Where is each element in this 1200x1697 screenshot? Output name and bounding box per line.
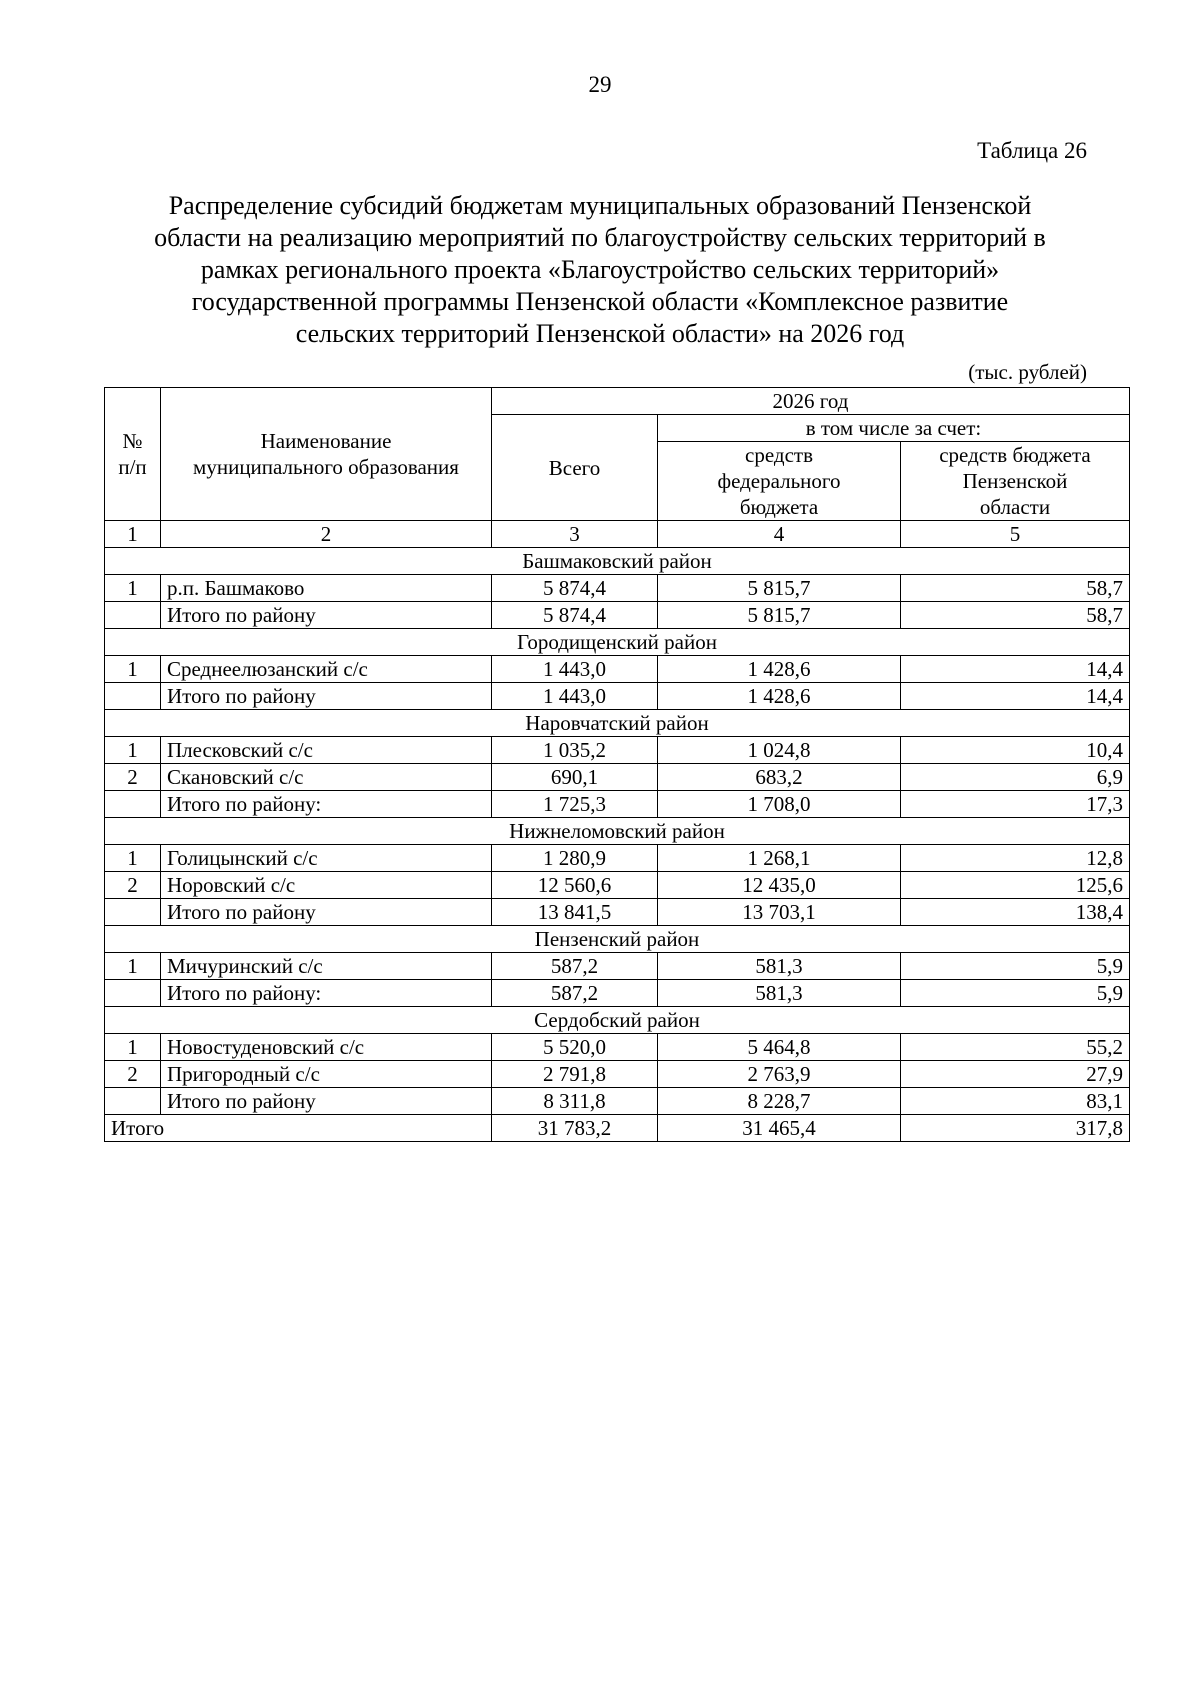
- federal-value: 683,2: [658, 764, 901, 791]
- district-name: Наровчатский район: [105, 710, 1130, 737]
- federal-value: 581,3: [658, 980, 901, 1007]
- grand-total-row: [105, 1115, 1130, 1142]
- district-name: Городищенский район: [105, 629, 1130, 656]
- municipality-name: Сканoвский с/с: [161, 764, 492, 791]
- table-row: [105, 737, 1130, 764]
- row-number: [105, 1088, 161, 1115]
- regional-value: 6,9: [901, 764, 1130, 791]
- municipality-name: Итого по району: [161, 899, 492, 926]
- regional-value: 17,3: [901, 791, 1130, 818]
- total-value: 587,2: [492, 980, 658, 1007]
- district-subtotal-row: [105, 602, 1130, 629]
- total-value: 1 035,2: [492, 737, 658, 764]
- header-name-line2: муниципального образования: [193, 455, 459, 479]
- table-label: Таблица 26: [977, 138, 1087, 163]
- district-header-row: [105, 1007, 1130, 1034]
- row-number: [105, 602, 161, 629]
- document-title: [100, 190, 1100, 350]
- header-regional: [901, 442, 1130, 521]
- grand-total-total: 31 783,2: [492, 1115, 658, 1142]
- district-subtotal-row: [105, 1088, 1130, 1115]
- grand-total-federal: 31 465,4: [658, 1115, 901, 1142]
- title-line: области на реализацию мероприятий по благоустройству сельских территорий в: [154, 223, 1046, 252]
- header-regional-line3: области: [979, 495, 1051, 519]
- title-line: государственной программы Пензенской области «Комплексное развитие: [191, 287, 1009, 316]
- district-name: Башмаковский район: [105, 548, 1130, 575]
- municipality-name: Итого по району:: [161, 980, 492, 1007]
- row-number: [105, 683, 161, 710]
- row-number: 1: [105, 953, 161, 980]
- total-value: 12 560,6: [492, 872, 658, 899]
- row-number: 2: [105, 764, 161, 791]
- total-value: 690,1: [492, 764, 658, 791]
- municipality-name: Итого по району: [161, 1088, 492, 1115]
- header-num: [105, 388, 161, 521]
- title-line: сельских территорий Пензенской области» на 2026 год: [295, 319, 905, 348]
- district-name: Нижнеломовский район: [105, 818, 1130, 845]
- header-including: в том числе за счет:: [658, 415, 1130, 442]
- table-row: [105, 1034, 1130, 1061]
- total-value: 2 791,8: [492, 1061, 658, 1088]
- district-header-row: [105, 818, 1130, 845]
- header-federal-line1: средств: [745, 443, 813, 467]
- regional-value: 58,7: [901, 575, 1130, 602]
- district-subtotal-row: [105, 980, 1130, 1007]
- municipality-name: Итого по району: [161, 602, 492, 629]
- title-line: рамках регионального проекта «Благоустройство сельских территорий»: [200, 255, 1000, 284]
- district-header-row: [105, 710, 1130, 737]
- regional-value: 27,9: [901, 1061, 1130, 1088]
- federal-value: 1 268,1: [658, 845, 901, 872]
- regional-value: 10,4: [901, 737, 1130, 764]
- municipality-name: Пригородный с/с: [161, 1061, 492, 1088]
- table-row: [105, 575, 1130, 602]
- total-value: 5 874,4: [492, 575, 658, 602]
- header-regional-line1: средств бюджета: [939, 443, 1091, 467]
- header-federal-line3: бюджета: [739, 495, 819, 519]
- district-header-row: [105, 548, 1130, 575]
- header-num-line2: п/п: [118, 455, 147, 479]
- regional-value: 5,9: [901, 980, 1130, 1007]
- federal-value: 5 464,8: [658, 1034, 901, 1061]
- header-num-line1: №: [122, 429, 143, 453]
- federal-value: 1 428,6: [658, 683, 901, 710]
- district-name: Пензенский район: [105, 926, 1130, 953]
- total-value: 587,2: [492, 953, 658, 980]
- regional-value: 83,1: [901, 1088, 1130, 1115]
- col-number: 2: [161, 521, 492, 548]
- subsidy-table: [104, 387, 1130, 1142]
- table-body: [105, 548, 1130, 1115]
- municipality-name: р.п. Башмаково: [161, 575, 492, 602]
- municipality-name: Итого по району: [161, 683, 492, 710]
- municipality-name: Новостуденовский с/с: [161, 1034, 492, 1061]
- federal-value: 8 228,7: [658, 1088, 901, 1115]
- table-row: [105, 656, 1130, 683]
- federal-value: 581,3: [658, 953, 901, 980]
- regional-value: 125,6: [901, 872, 1130, 899]
- regional-value: 138,4: [901, 899, 1130, 926]
- regional-value: 12,8: [901, 845, 1130, 872]
- row-number: 1: [105, 575, 161, 602]
- municipality-name: Среднеелюзанский с/с: [161, 656, 492, 683]
- regional-value: 58,7: [901, 602, 1130, 629]
- page-number: 29: [588, 72, 612, 97]
- district-header-row: [105, 926, 1130, 953]
- row-number: 1: [105, 737, 161, 764]
- header-year: 2026 год: [492, 388, 1130, 415]
- grand-total-regional: 317,8: [901, 1115, 1130, 1142]
- municipality-name: Мичуринский с/с: [161, 953, 492, 980]
- municipality-name: Голицынский с/с: [161, 845, 492, 872]
- total-value: 13 841,5: [492, 899, 658, 926]
- total-value: 1 443,0: [492, 683, 658, 710]
- header-total: Всего: [492, 415, 658, 521]
- federal-value: 12 435,0: [658, 872, 901, 899]
- title-line: Распределение субсидий бюджетам муниципальных образований Пензенской: [168, 191, 1032, 220]
- total-value: 5 874,4: [492, 602, 658, 629]
- grand-total-label: Итого: [105, 1115, 492, 1142]
- col-number: 5: [901, 521, 1130, 548]
- row-number: 2: [105, 1061, 161, 1088]
- table-row: [105, 1061, 1130, 1088]
- row-number: [105, 899, 161, 926]
- header-name: [161, 388, 492, 521]
- total-value: 1 725,3: [492, 791, 658, 818]
- header-federal-line2: федерального: [717, 469, 841, 493]
- federal-value: 5 815,7: [658, 575, 901, 602]
- col-number: 4: [658, 521, 901, 548]
- federal-value: 5 815,7: [658, 602, 901, 629]
- district-subtotal-row: [105, 683, 1130, 710]
- federal-value: 1 428,6: [658, 656, 901, 683]
- row-number: 2: [105, 872, 161, 899]
- total-value: 1 280,9: [492, 845, 658, 872]
- header-federal: [658, 442, 901, 521]
- total-value: 1 443,0: [492, 656, 658, 683]
- regional-value: 5,9: [901, 953, 1130, 980]
- regional-value: 14,4: [901, 683, 1130, 710]
- table-row: [105, 845, 1130, 872]
- regional-value: 55,2: [901, 1034, 1130, 1061]
- district-name: Сердобский район: [105, 1007, 1130, 1034]
- col-number: 1: [105, 521, 161, 548]
- row-number: 1: [105, 656, 161, 683]
- col-number: 3: [492, 521, 658, 548]
- federal-value: 1 708,0: [658, 791, 901, 818]
- row-number: 1: [105, 845, 161, 872]
- row-number: 1: [105, 1034, 161, 1061]
- district-header-row: [105, 629, 1130, 656]
- total-value: 8 311,8: [492, 1088, 658, 1115]
- table-row: [105, 872, 1130, 899]
- total-value: 5 520,0: [492, 1034, 658, 1061]
- district-subtotal-row: [105, 899, 1130, 926]
- municipality-name: Итого по району:: [161, 791, 492, 818]
- federal-value: 2 763,9: [658, 1061, 901, 1088]
- municipality-name: Норовский с/с: [161, 872, 492, 899]
- district-subtotal-row: [105, 791, 1130, 818]
- row-number: [105, 980, 161, 1007]
- municipality-name: Плесковский с/с: [161, 737, 492, 764]
- header-name-line1: Наименование: [260, 429, 392, 453]
- federal-value: 13 703,1: [658, 899, 901, 926]
- header-regional-line2: Пензенской: [962, 469, 1068, 493]
- units-label: (тыс. рублей): [968, 360, 1087, 384]
- regional-value: 14,4: [901, 656, 1130, 683]
- table-row: [105, 953, 1130, 980]
- table-row: [105, 764, 1130, 791]
- federal-value: 1 024,8: [658, 737, 901, 764]
- row-number: [105, 791, 161, 818]
